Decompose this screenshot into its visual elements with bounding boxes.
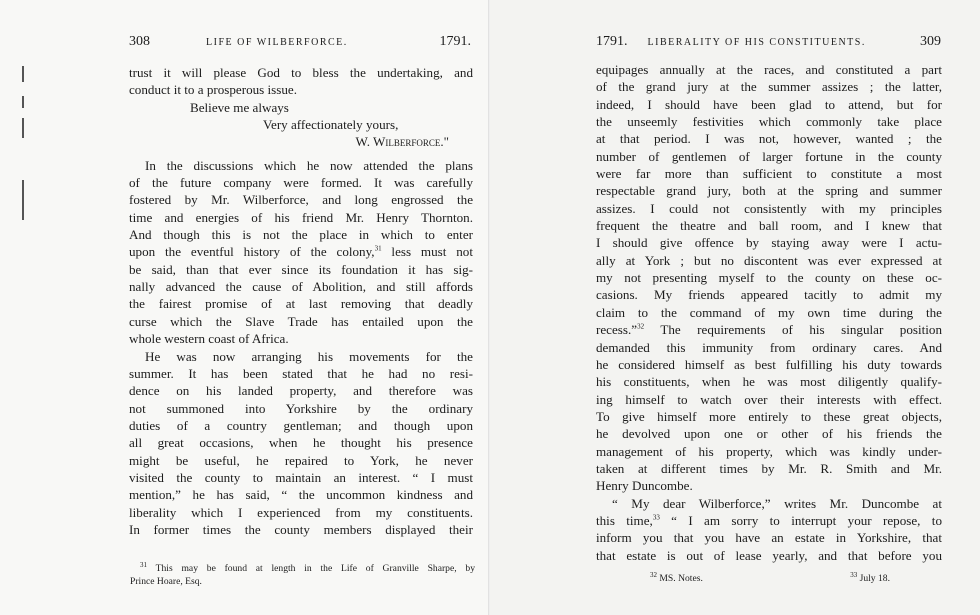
signature-text: W. Wilberforce." bbox=[355, 134, 449, 150]
text-line: conduct it to a prosperous issue. bbox=[129, 82, 298, 98]
text-line: In the discussions which he now attended the plans bbox=[145, 157, 473, 173]
text-line: frequent the theatre and ball room, and I knew that bbox=[596, 218, 942, 234]
footnote-marker: 32 bbox=[650, 570, 657, 579]
right-page bbox=[490, 0, 980, 615]
text-line bbox=[596, 512, 942, 529]
text-line: assizes. I could not consistently with my principles bbox=[596, 200, 942, 216]
text-line: And though this is not the place in which to enter bbox=[129, 227, 473, 243]
text-line: inform you that you have an estate in Yorkshire, that bbox=[596, 530, 942, 546]
text-line: Henry Duncombe. bbox=[596, 478, 693, 494]
running-title: LIFE OF WILBERFORCE. bbox=[206, 37, 348, 48]
text-line: fostered by Mr. Wilberforce, and long engrossed the bbox=[129, 192, 473, 208]
line-segment: “ I am sorry to interrupt your repose, to bbox=[659, 512, 942, 528]
margin-mark bbox=[22, 118, 24, 138]
text-line: He was now arranging his movements for the bbox=[145, 348, 473, 364]
footnote-line: Prince Hoare, Esq. bbox=[130, 575, 202, 587]
line-segment: The requirements of his singular position bbox=[644, 322, 942, 338]
text-line: To give himself more entirely to these great objects, bbox=[596, 408, 942, 424]
text-line: taken at different times by Mr. R. Smith and Mr. bbox=[596, 460, 942, 476]
text-line: of the future company were formed. It was carefully bbox=[129, 175, 473, 191]
text-line: demanded this immunity from ordinary cares. And bbox=[596, 339, 942, 355]
letter-closing: Believe me always bbox=[190, 99, 289, 115]
text-line: time and energies of his friend Mr. Henry Thornton. bbox=[129, 209, 473, 225]
margin-mark bbox=[22, 66, 24, 82]
text-line: he considered himself as best fulfilling his duty towards bbox=[596, 356, 942, 372]
footnote-line bbox=[130, 560, 475, 576]
text-line: summer. It has been stated that he had no resi- bbox=[129, 365, 473, 381]
page-number: 309 bbox=[920, 34, 941, 49]
text-line: In former times the county members displayed their bbox=[129, 521, 473, 537]
page-number: 308 bbox=[129, 34, 150, 49]
text-line: not summoned into Yorkshire by the ordinary bbox=[129, 400, 473, 416]
text-line: whole western coast of Africa. bbox=[129, 331, 289, 347]
line-segment: less must not bbox=[381, 244, 473, 260]
text-line: management of his property, which was kindly under- bbox=[596, 443, 942, 459]
footnote bbox=[650, 570, 703, 586]
text-line: might be useful, he repaired to York, he never bbox=[129, 452, 473, 468]
text-line: indeed, I should have been glad to attend, but for bbox=[596, 96, 942, 112]
letter-closing: Very affectionately yours, bbox=[263, 117, 399, 133]
footnote-ref: 32 bbox=[637, 322, 645, 331]
margin-mark bbox=[22, 180, 24, 220]
text-line: I should give offence by staying away were I actu- bbox=[596, 235, 942, 251]
text-line: visited the county to maintain an interest. “ I must bbox=[129, 469, 473, 485]
footnote-text: This may be found at length in the Life of Granville Sharpe, by bbox=[155, 563, 475, 574]
text-line: he devolved upon one or other of his friends the bbox=[596, 426, 942, 442]
margin-mark bbox=[22, 96, 24, 108]
footnote-marker: 33 bbox=[850, 570, 858, 579]
right-footnotes bbox=[650, 570, 890, 586]
text-line: duties of a country gentleman; and though upon bbox=[129, 417, 473, 433]
text-line: that estate is out of lease yearly, and that before you bbox=[596, 547, 942, 563]
text-line: equipages annually at the races, and constituted a part bbox=[596, 62, 942, 77]
left-running-header bbox=[129, 34, 471, 50]
text-line: the unseemly festivities which commonly take place bbox=[596, 114, 942, 130]
running-title: LIBERALITY OF HIS CONSTITUENTS. bbox=[647, 37, 866, 48]
right-body-text bbox=[596, 61, 942, 564]
text-line: number of gentlemen of larger fortune in the county bbox=[596, 148, 942, 164]
header-year: 1791. bbox=[596, 34, 628, 49]
text-line: were far more than sufficient to constitute a most bbox=[596, 166, 942, 182]
line-segment: recess.” bbox=[596, 322, 638, 338]
left-body-text bbox=[129, 64, 473, 538]
footnote-text: MS. Notes. bbox=[659, 573, 703, 584]
text-line: trust it will please God to bless the undertaking, and bbox=[129, 65, 473, 80]
footnote-marker: 31 bbox=[140, 560, 147, 569]
line-segment: this time, bbox=[596, 512, 653, 528]
footnote-ref: 33 bbox=[652, 513, 660, 522]
text-line: my not presenting myself to the county on these oc- bbox=[596, 270, 942, 286]
header-year: 1791. bbox=[439, 34, 471, 49]
text-line: at that period. I was not, however, wanted ; the bbox=[596, 131, 942, 147]
footnote bbox=[850, 570, 890, 586]
footnote-ref: 31 bbox=[374, 245, 382, 254]
right-running-header bbox=[596, 34, 941, 50]
text-line: of the grand jury at the summer assizes ; the latter, bbox=[596, 79, 942, 95]
text-line: respectable grand jury, both at the spring and summer bbox=[596, 183, 942, 199]
text-line: ing himself to watch over their interests with effect. bbox=[596, 391, 942, 407]
text-line bbox=[596, 321, 942, 338]
text-line: “ My dear Wilberforce,” writes Mr. Duncombe at bbox=[612, 495, 942, 511]
text-line: mention,” he has said, “ the uncommon kindness and bbox=[129, 487, 473, 503]
text-line: liberality which I experienced from my constituents. bbox=[129, 504, 473, 520]
text-line: casions. My friends appeared tacitly to admit my bbox=[596, 287, 942, 303]
text-line: nally advanced the cause of Abolition, and still affords bbox=[129, 279, 473, 295]
text-line: be said, than that ever since its foundation it has sig- bbox=[129, 261, 473, 277]
left-footnote bbox=[130, 560, 475, 588]
line-segment: upon the eventful history of the colony, bbox=[129, 244, 375, 260]
text-line bbox=[129, 243, 473, 260]
letter-signature bbox=[129, 133, 473, 150]
text-line: his constituents, when he was most diligently qualify- bbox=[596, 374, 942, 390]
text-line: claim to the command of my own time during the bbox=[596, 304, 942, 320]
text-line: dence on his landed property, and therefore was bbox=[129, 383, 473, 399]
footnote-text: July 18. bbox=[859, 573, 890, 584]
text-line: ally at York ; but no discontent was ever expressed at bbox=[596, 252, 942, 268]
text-line: the fairest promise of at last removing that deadly bbox=[129, 296, 473, 312]
text-line: curse which the Slave Trade has entailed upon the bbox=[129, 313, 473, 329]
text-line: all great occasions, when he thought his presence bbox=[129, 435, 473, 451]
